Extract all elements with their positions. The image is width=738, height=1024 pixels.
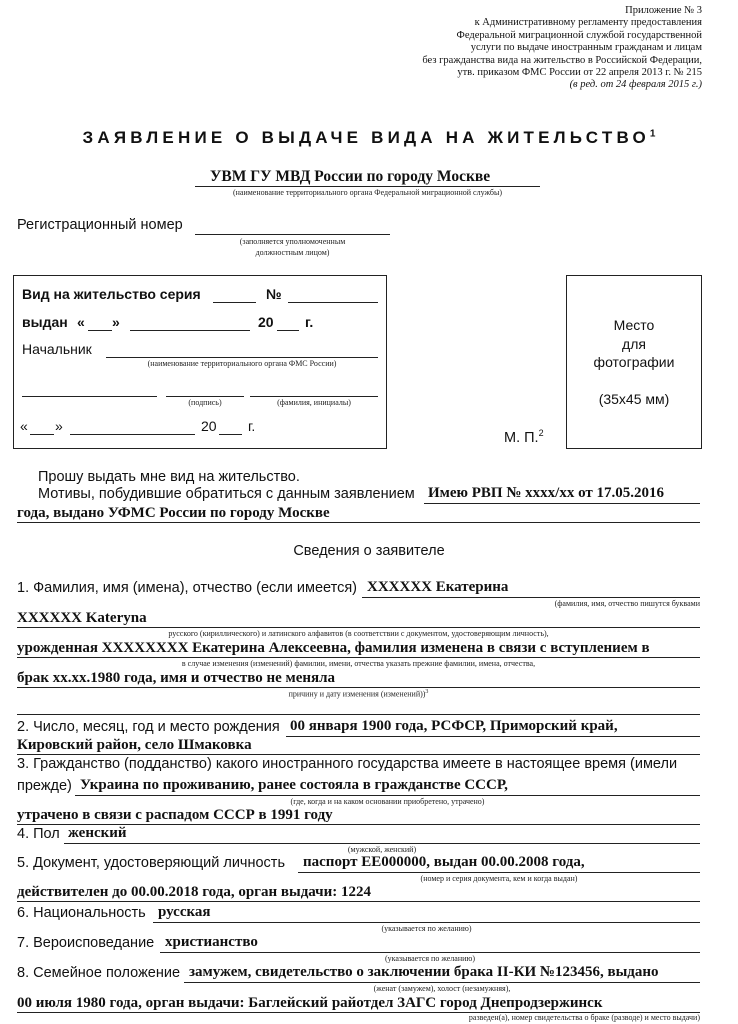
name-caption: (фамилия, инициалы) bbox=[277, 398, 351, 407]
q1-line-1 bbox=[362, 597, 700, 598]
q1-value[interactable]: XXXXXX Екатерина bbox=[367, 579, 509, 595]
q3-line-1 bbox=[75, 795, 700, 796]
photo-label-2: для bbox=[622, 336, 646, 352]
q3-caption: (где, когда и на каком основании приобретено, утрачено) bbox=[290, 797, 485, 806]
motives-line-1 bbox=[424, 503, 700, 504]
date-year-prefix: 20 bbox=[201, 418, 217, 434]
q5-caption: (номер и серия документа, кем и когда выдан) bbox=[420, 874, 578, 883]
q5-line-2 bbox=[17, 901, 700, 902]
signature-caption: (подпись) bbox=[188, 398, 222, 407]
date-quote-open: « bbox=[20, 418, 28, 434]
q1-change-value-2[interactable]: брак хх.хх.1980 года, имя и отчество не меняла bbox=[17, 670, 336, 686]
request-line: Прошу выдать мне вид на жительство. bbox=[38, 469, 300, 485]
number-label: № bbox=[266, 286, 282, 302]
organ-caption: (наименование территориального органа Федеральной миграционной службы) bbox=[232, 188, 503, 197]
q8-caption-1: (женат (замужем), холост (незамужняя), bbox=[373, 984, 511, 993]
title-footnote: 1 bbox=[649, 128, 656, 140]
issued-quote-close: » bbox=[112, 314, 120, 330]
q8-caption-2: разведен(а), номер свидетельства о браке (разводе) и место выдачи) bbox=[468, 1013, 700, 1022]
appendix-line: Приложение № 3 bbox=[625, 5, 702, 16]
q1-line-5[interactable] bbox=[17, 714, 700, 715]
appendix-header bbox=[422, 5, 702, 92]
issued-year-prefix: 20 bbox=[258, 314, 274, 330]
section-title: Сведения о заявителе bbox=[293, 543, 445, 559]
appendix-line: Федеральной миграционной службой государственной bbox=[456, 29, 702, 41]
q2-line-1 bbox=[286, 736, 700, 737]
q5-label: 5. Документ, удостоверяющий личность bbox=[17, 855, 286, 871]
q5-line-1 bbox=[298, 872, 700, 873]
chief-caption: (наименование территориального органа ФМС России) bbox=[147, 359, 337, 368]
q4-caption: (мужской, женский) bbox=[347, 845, 417, 854]
q1-label: 1. Фамилия, имя (имена), отчество (если имеется) bbox=[17, 580, 357, 596]
stamp-footnote: 2 bbox=[538, 428, 544, 438]
q3-label-1: 3. Гражданство (подданство) какого иностранного государства имеете в настоящее время (имели bbox=[17, 756, 678, 772]
issued-quote-open: « bbox=[77, 314, 85, 330]
photo-label-1: Место bbox=[613, 317, 655, 333]
signature-line[interactable] bbox=[166, 396, 244, 397]
motives-value-1[interactable]: Имею РВП № хххх/хх от 17.05.2016 bbox=[428, 485, 665, 501]
date-year-line[interactable] bbox=[219, 434, 242, 435]
q4-label: 4. Пол bbox=[17, 826, 60, 842]
photo-size: (35х45 мм) bbox=[598, 391, 670, 407]
document-title-text: ЗАЯВЛЕНИЕ О ВЫДАЧЕ ВИДА НА ЖИТЕЛЬСТВО bbox=[82, 128, 650, 147]
issued-month-line[interactable] bbox=[130, 330, 250, 331]
number-line[interactable] bbox=[288, 302, 378, 303]
series-line[interactable] bbox=[213, 302, 256, 303]
chief-line[interactable] bbox=[106, 357, 378, 358]
q7-line bbox=[160, 952, 700, 953]
q6-value[interactable]: русская bbox=[158, 904, 211, 920]
organ-line bbox=[195, 186, 540, 187]
appendix-line: к Административному регламенту предоставления bbox=[474, 17, 702, 29]
q3-value-1[interactable]: Украина по проживанию, ранее состояла в гражданстве СССР, bbox=[80, 777, 508, 793]
q4-value[interactable]: женский bbox=[68, 825, 127, 841]
q3-value-2[interactable]: утрачено в связи с распадом СССР в 1991 году bbox=[17, 807, 333, 823]
q1-latin-value[interactable]: XXXXXX Kateryna bbox=[17, 610, 147, 626]
q5-value-2[interactable]: действителен до 00.00.2018 года, орган выдачи: 1224 bbox=[17, 884, 372, 900]
appendix-line: услуги по выдаче иностранным гражданам и лицам bbox=[470, 42, 702, 54]
stamp-label bbox=[504, 428, 544, 446]
appendix-edition: (в ред. от 24 февраля 2015 г.) bbox=[569, 79, 702, 91]
q1-line-3 bbox=[17, 657, 700, 658]
photo-label-3: фотографии bbox=[593, 354, 675, 370]
motives-line-2 bbox=[17, 522, 700, 523]
issued-year-suffix: г. bbox=[305, 314, 314, 330]
registration-caption-1: (заполняется уполномоченным bbox=[239, 237, 346, 246]
issued-year-line[interactable] bbox=[277, 330, 299, 331]
chief-label: Начальник bbox=[22, 341, 92, 357]
registration-label: Регистрационный номер bbox=[17, 217, 183, 233]
registration-caption-2: должностным лицом) bbox=[255, 248, 330, 257]
appendix-line: без гражданства вида на жительство в Российской Федерации, bbox=[422, 54, 702, 66]
document-title bbox=[0, 128, 738, 148]
q1-caption-1: (фамилия, имя, отчество пишутся буквами bbox=[554, 599, 700, 608]
q1-line-2 bbox=[17, 627, 700, 628]
date-year-suffix: г. bbox=[248, 418, 256, 434]
q7-value[interactable]: христианство bbox=[165, 934, 258, 950]
q1-caption-2: русского (кириллического) и латинского алфавитов (в соответствии с документом, удостоверяющим личность), bbox=[168, 629, 549, 638]
date-month-line[interactable] bbox=[70, 434, 195, 435]
extra-line[interactable] bbox=[22, 396, 157, 397]
q8-line-1 bbox=[184, 982, 700, 983]
name-line[interactable] bbox=[250, 396, 378, 397]
q1-change-value-1[interactable]: урожденная XXXXXXXX Екатерина Алексеевна, фамилия изменена в связи с вступлением в bbox=[17, 640, 650, 656]
registration-line[interactable] bbox=[195, 234, 390, 235]
issued-day-line[interactable] bbox=[88, 330, 112, 331]
q4-line bbox=[64, 843, 700, 844]
q1-caption-3: в случае изменения (изменений) фамилии, имени, отчества указать прежние фамилии, имена, отчества, bbox=[181, 659, 536, 668]
appendix-line: утв. приказом ФМС России от 22 апреля 2013 г. № 215 bbox=[457, 67, 702, 79]
q7-label: 7. Вероисповедание bbox=[17, 935, 155, 951]
series-label: Вид на жительство серия bbox=[22, 286, 201, 302]
date-quote-close: » bbox=[55, 418, 63, 434]
q7-caption: (указывается по желанию) bbox=[384, 954, 476, 963]
q6-caption: (указывается по желанию) bbox=[381, 924, 472, 933]
q6-label: 6. Национальность bbox=[17, 905, 146, 921]
stamp-text: М. П. bbox=[504, 429, 539, 446]
q1-caption-4-text: причину и дату изменения (изменений)) bbox=[288, 689, 426, 699]
q2-label: 2. Число, месяц, год и место рождения bbox=[17, 719, 280, 735]
date-day-line[interactable] bbox=[30, 434, 54, 435]
q8-label: 8. Семейное положение bbox=[17, 965, 181, 981]
q5-value-1[interactable]: паспорт ЕЕ000000, выдан 00.00.2008 года, bbox=[303, 854, 585, 870]
q1-caption-4-footnote: 3 bbox=[425, 689, 429, 695]
q3-label-2: прежде) bbox=[17, 778, 72, 794]
organ-value[interactable]: УВМ ГУ МВД России по городу Москве bbox=[210, 168, 491, 185]
q2-value-2[interactable]: Кировский район, село Шмаковка bbox=[17, 737, 252, 753]
q8-value-1[interactable]: замужем, свидетельство о заключении брака II-КИ №123456, выдано bbox=[189, 964, 659, 980]
q2-value-1[interactable]: 00 января 1900 года, РСФСР, Приморский край, bbox=[290, 718, 618, 734]
q2-line-2 bbox=[17, 754, 700, 755]
motives-label: Мотивы, побудившие обратиться с данным заявлением bbox=[38, 486, 415, 502]
q1-line-4 bbox=[17, 687, 700, 688]
q1-caption-4 bbox=[17, 689, 700, 699]
motives-value-2[interactable]: года, выдано УФМС России по городу Москве bbox=[17, 505, 330, 521]
q8-value-2[interactable]: 00 июля 1980 года, орган выдачи: Баглейский райотдел ЗАГС город Днепродзержинск bbox=[17, 995, 603, 1011]
issued-label: выдан bbox=[22, 314, 68, 330]
q6-line bbox=[153, 922, 700, 923]
